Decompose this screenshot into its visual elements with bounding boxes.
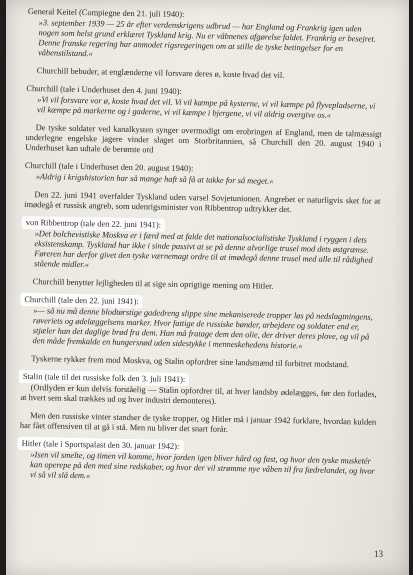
- speaker-heading-text: Stalin (tale til det russiske folk den 3. juli 1941):: [22, 371, 186, 385]
- speech-quote: »Vi vil forsvare vor ø, koste hvad det vil. Vi vil kæmpe på kysterne, vi vil kæmpe på flyvepladserne, vi vil kæmpe på markerne og i gaderne, vi vil kæmpe i bjergene, vi vil aldrig overgive os.«: [36, 95, 376, 120]
- body-paragraph: Men den russiske vinter standser de tyske tropper, og Hitler må i januar 1942 forklare, hvordan kulden har fået offensiven til at gå i stå. Men nu bliver det snart forår.: [19, 411, 377, 434]
- speech-quote: »3. september 1939 — 25 år efter verdenskrigens udbrud — har England og Frankrig igen uden nogen som helst grund erklæret Tyskland krig. Nu er våbnenes afgørelse faldet. Frankrig er besejret. Denne franske regering har anmodet rigsregeringen om at stille de tyske betingelser for en våbenstilstand.«: [38, 18, 376, 59]
- speaker-heading: Churchill (tale i Underhuset den 4. juni 1940):: [26, 83, 182, 96]
- speech-quote: »Isen vil smelte, og timen vil komme, hvor jorden igen bliver hård og fast, og hvor den tyske musketér kan opereре på den med sine redskaber, og hvor der vil strømme nye våben til fra fædrelandet, og hvor vi så vil slå dem.«: [29, 450, 375, 481]
- page-text: [19, 7, 384, 495]
- book-page: [6, 0, 409, 575]
- speech-quote: »— så nu må denne blodtørstige gadedreng slippe sine mekaniserede tropper løs på nedslagtningens, røveriets og ødelæggelsens marker. Hvor fattige de russiske bønder, arbejdere og soldater end er, stjæler han det daglige brød fra dem. Han må fratage dem den olie, der driver deres plove, og vil på den måde fremkalde en hungersnød uden sidestykke i menneskehedens historie.«: [32, 306, 373, 351]
- speaker-heading: General Keitel (Compiegne den 21. juli 1940):: [27, 7, 185, 20]
- body-paragraph: Tyskerne rykker frem mod Moskva, og Stalin opfordrer sine landsmænd til forbitret modstand.: [31, 354, 349, 370]
- speech-quote: »Det bolchevistiske Moskva er i færd med at falde det nationalsocialistiske Tyskland i ryggen i dets eksistenskamp. Tyskland har ikke i sinde passivt at se på denne alvorlige trusel mod dets østgrænse. Føreren har derfor givet den tyske værnemagt ordre til at imødegå denne trusel med alle til rådighed stående midler.«: [33, 229, 373, 270]
- speaker-heading-text: von Ribbentrop (tale den 22. juni 1941):: [25, 217, 162, 230]
- body-paragraph: Den 22. juni 1941 overfalder Tyskland uden varsel Sovjetunionen. Angrebet er naturligvis sket for at imødegå et russisk angreb, som udenrigsminister von Ribbentrop udtrykker det.: [24, 190, 381, 215]
- speaker-heading-text: Churchill (tale den 22. juni 1941):: [24, 294, 139, 307]
- body-paragraph: (Ordlyden er kun delvis forståelig — Stalin opfordrer til, at hver landsby ødelægges, før den forlades, at hvert sem skal trækkes ud og hver industri demonteres).: [20, 383, 377, 406]
- body-paragraph: Churchill benytter lejligheden til at sige sin oprigtige mening om Hitler.: [32, 277, 274, 291]
- body-paragraph: De tyske soldater ved kanalkysten synger overmodigt om erobringen af England, men de talmæssigt underlegne engelske jagere vinder slaget om Storbritannien, så Churchill den 20. august 1940 i Underhuset kan udtale de berømte ord: [25, 123, 382, 155]
- speech-quote: »Aldrig i krigshistorien har så mange haft så få at takke for så meget.«: [35, 172, 274, 186]
- speaker-heading-text: Hitler (tale i Sportspalast den 30. januar 1942):: [21, 438, 180, 451]
- page-number: 13: [374, 549, 383, 559]
- body-paragraph: Churchill bebuder, at englænderne vil forsvare deres ø, koste hvad det vil.: [36, 66, 285, 80]
- speaker-heading: Churchill (tale i Underhuset den 20. august 1940):: [24, 160, 194, 174]
